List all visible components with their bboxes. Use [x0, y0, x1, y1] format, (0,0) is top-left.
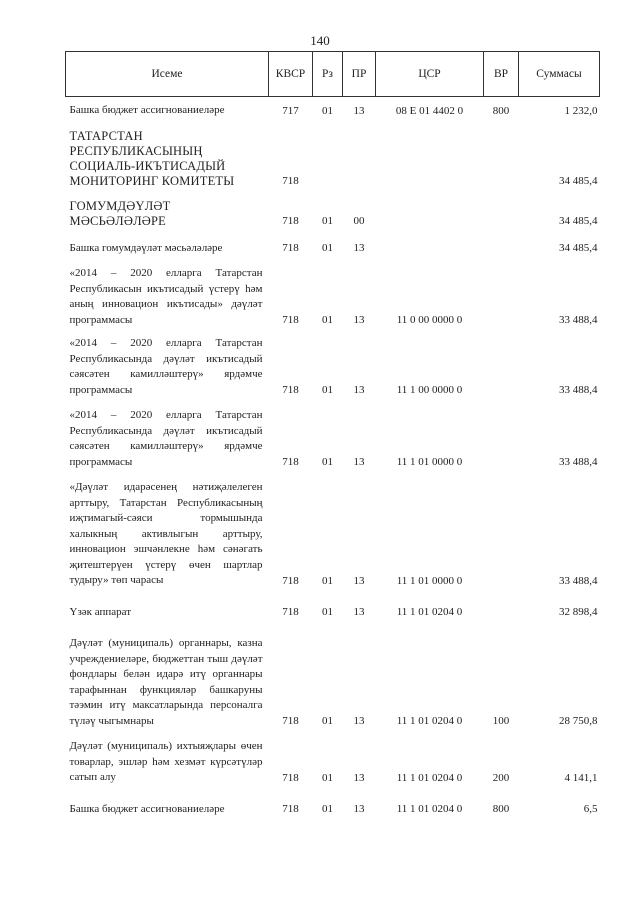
row-csr: 11 1 01 0000 0 — [396, 574, 463, 587]
row-vr — [484, 231, 519, 259]
row-sum: 33 488,4 — [559, 456, 598, 468]
row-csr — [376, 191, 484, 231]
row-kvsr: 718 — [282, 771, 299, 784]
row-csr: 11 0 00 0000 0 — [396, 314, 463, 326]
row-pr: 13 — [353, 606, 365, 618]
row-sum: 28 750,8 — [559, 715, 598, 727]
row-kvsr: 718 — [282, 715, 299, 727]
table-row — [66, 591, 600, 623]
table-row — [66, 258, 600, 330]
table-row — [66, 231, 600, 259]
row-name: Дәүләт (муниципаль) ихтыяҗлары өчен товарлар, эшләр һәм хезмәт күрсәтүләр сатып алу — [69, 740, 263, 783]
row-pr: 13 — [353, 314, 365, 326]
table-row — [66, 472, 600, 591]
row-pr: 13 — [353, 803, 365, 815]
header-pr: ПР — [343, 52, 376, 97]
row-pr: 13 — [353, 574, 365, 587]
row-sum: 34 485,4 — [559, 214, 598, 227]
row-csr: 11 1 01 0204 0 — [396, 803, 463, 815]
table-header — [66, 52, 600, 97]
row-kvsr: 718 — [282, 242, 299, 254]
row-vr — [484, 330, 519, 400]
row-kvsr: 718 — [282, 803, 299, 815]
row-rz: 01 — [322, 214, 333, 227]
page-number: 140 — [310, 33, 330, 48]
row-csr: 11 1 01 0000 0 — [396, 456, 463, 468]
row-vr: 800 — [492, 803, 510, 815]
row-sum: 33 488,4 — [559, 574, 598, 587]
table-row — [66, 330, 600, 400]
row-sum: 33 488,4 — [559, 314, 598, 326]
row-kvsr: 717 — [282, 104, 299, 117]
row-sum: 1 232,0 — [564, 104, 598, 117]
row-sum: 32 898,4 — [559, 606, 598, 618]
row-csr: 11 1 00 0000 0 — [396, 384, 463, 396]
row-csr: 11 1 01 0204 0 — [396, 715, 463, 727]
row-vr: 100 — [492, 715, 510, 727]
header-sum: Суммасы — [519, 52, 600, 97]
row-name: Дәүләт (муниципаль) органнары, казна учреждениеләре, бюджеттан тыш дәүләт фондлары белән идарә итү органнары тарафыннан функцияләр башкаруны тәэмин итү максатларында персоналга түләү чыгымнары — [69, 637, 263, 727]
row-rz: 01 — [322, 771, 333, 784]
row-rz: 01 — [322, 803, 333, 815]
row-rz — [313, 121, 343, 191]
row-sum: 6,5 — [583, 803, 598, 815]
row-pr: 13 — [353, 715, 365, 727]
row-csr: 11 1 01 0204 0 — [396, 771, 463, 784]
row-name: ГОМУМДӘҮЛӘТ МӘСЬӘЛӘЛӘРЕ — [69, 198, 171, 228]
row-name: «2014 – 2020 елларга Татарстан Республикасында дәүләт икътисадый сәясәтен камилләштерү» ярдәмче программасы — [69, 337, 263, 396]
row-kvsr: 718 — [282, 574, 299, 587]
budget-table-container — [65, 51, 599, 819]
row-csr — [376, 231, 484, 259]
table-row — [66, 191, 600, 231]
table-row — [66, 731, 600, 788]
row-kvsr: 718 — [282, 606, 299, 618]
row-rz: 01 — [322, 104, 333, 117]
row-pr: 00 — [353, 214, 365, 227]
row-sum: 33 488,4 — [559, 384, 598, 396]
row-name: Үзәк аппарат — [69, 605, 132, 618]
row-vr: 200 — [492, 771, 510, 784]
header-csr: ЦСР — [376, 52, 484, 97]
row-vr — [484, 191, 519, 231]
header-name: Исеме — [66, 52, 269, 97]
row-csr: 11 1 01 0204 0 — [396, 606, 463, 618]
row-vr — [484, 472, 519, 591]
header-vr: ВР — [484, 52, 519, 97]
row-rz: 01 — [322, 314, 333, 326]
row-name: Башка гомумдәүләт мәсьәләләре — [69, 241, 223, 254]
table-row — [66, 97, 600, 121]
table-row — [66, 788, 600, 820]
table-row — [66, 400, 600, 472]
row-rz: 01 — [322, 715, 333, 727]
row-vr — [484, 258, 519, 330]
row-pr: 13 — [353, 104, 365, 117]
budget-table — [65, 51, 600, 819]
row-rz: 01 — [322, 574, 333, 587]
table-row — [66, 121, 600, 191]
row-kvsr: 718 — [282, 456, 299, 468]
row-csr: 08 Е 01 4402 0 — [395, 104, 464, 117]
row-sum: 4 141,1 — [564, 771, 598, 784]
row-vr — [484, 591, 519, 623]
row-vr — [484, 400, 519, 472]
header-rz: Рз — [313, 52, 343, 97]
row-pr: 13 — [353, 456, 365, 468]
row-pr: 13 — [353, 771, 365, 784]
row-kvsr: 718 — [282, 384, 299, 396]
row-kvsr: 718 — [282, 214, 299, 227]
row-name: «Дәүләт идарәсенең нәтиҗәлелеген арттыру, Татарстан Республикасының иҗтимагый-сәяси тормышында халыкның активлыгын арттыру, инновацион эшчәнлекне һәм сәнәгать җитештерүен үстерү өчен шартлар тудыру» төп чарасы — [69, 481, 263, 586]
row-vr: 800 — [492, 104, 510, 117]
row-vr — [484, 121, 519, 191]
row-rz: 01 — [322, 242, 333, 254]
row-name: «2014 – 2020 елларга Татарстан Республикасында дәүләт икътисадый сәясәтен камилләштерү» ярдәмче программасы — [69, 409, 263, 468]
row-kvsr: 718 — [282, 314, 299, 326]
row-pr: 13 — [353, 242, 365, 254]
row-name: Башка бюджет ассигнованиеләре — [69, 802, 225, 815]
row-name: Башка бюджет ассигнованиеләре — [69, 104, 225, 116]
row-pr — [343, 121, 376, 191]
row-csr — [376, 121, 484, 191]
row-name: «2014 – 2020 елларга Татарстан Республикасын икътисадый үстерү һәм аның инновацион икътисады» дәүләт программасы — [69, 267, 263, 326]
table-body — [66, 97, 600, 820]
row-pr: 13 — [353, 384, 365, 396]
header-kvsr: КВСР — [269, 52, 313, 97]
table-row — [66, 622, 600, 731]
row-rz: 01 — [322, 384, 333, 396]
row-sum: 34 485,4 — [559, 174, 598, 187]
row-rz: 01 — [322, 456, 333, 468]
row-sum: 34 485,4 — [559, 242, 598, 254]
row-kvsr: 718 — [282, 174, 299, 187]
row-rz: 01 — [322, 606, 333, 618]
row-name: ТАТАРСТАН РЕСПУБЛИКАСЫНЫҢ СОЦИАЛЬ-ИКЪТИСАДЫЙ МОНИТОРИНГ КОМИТЕТЫ — [69, 128, 235, 188]
